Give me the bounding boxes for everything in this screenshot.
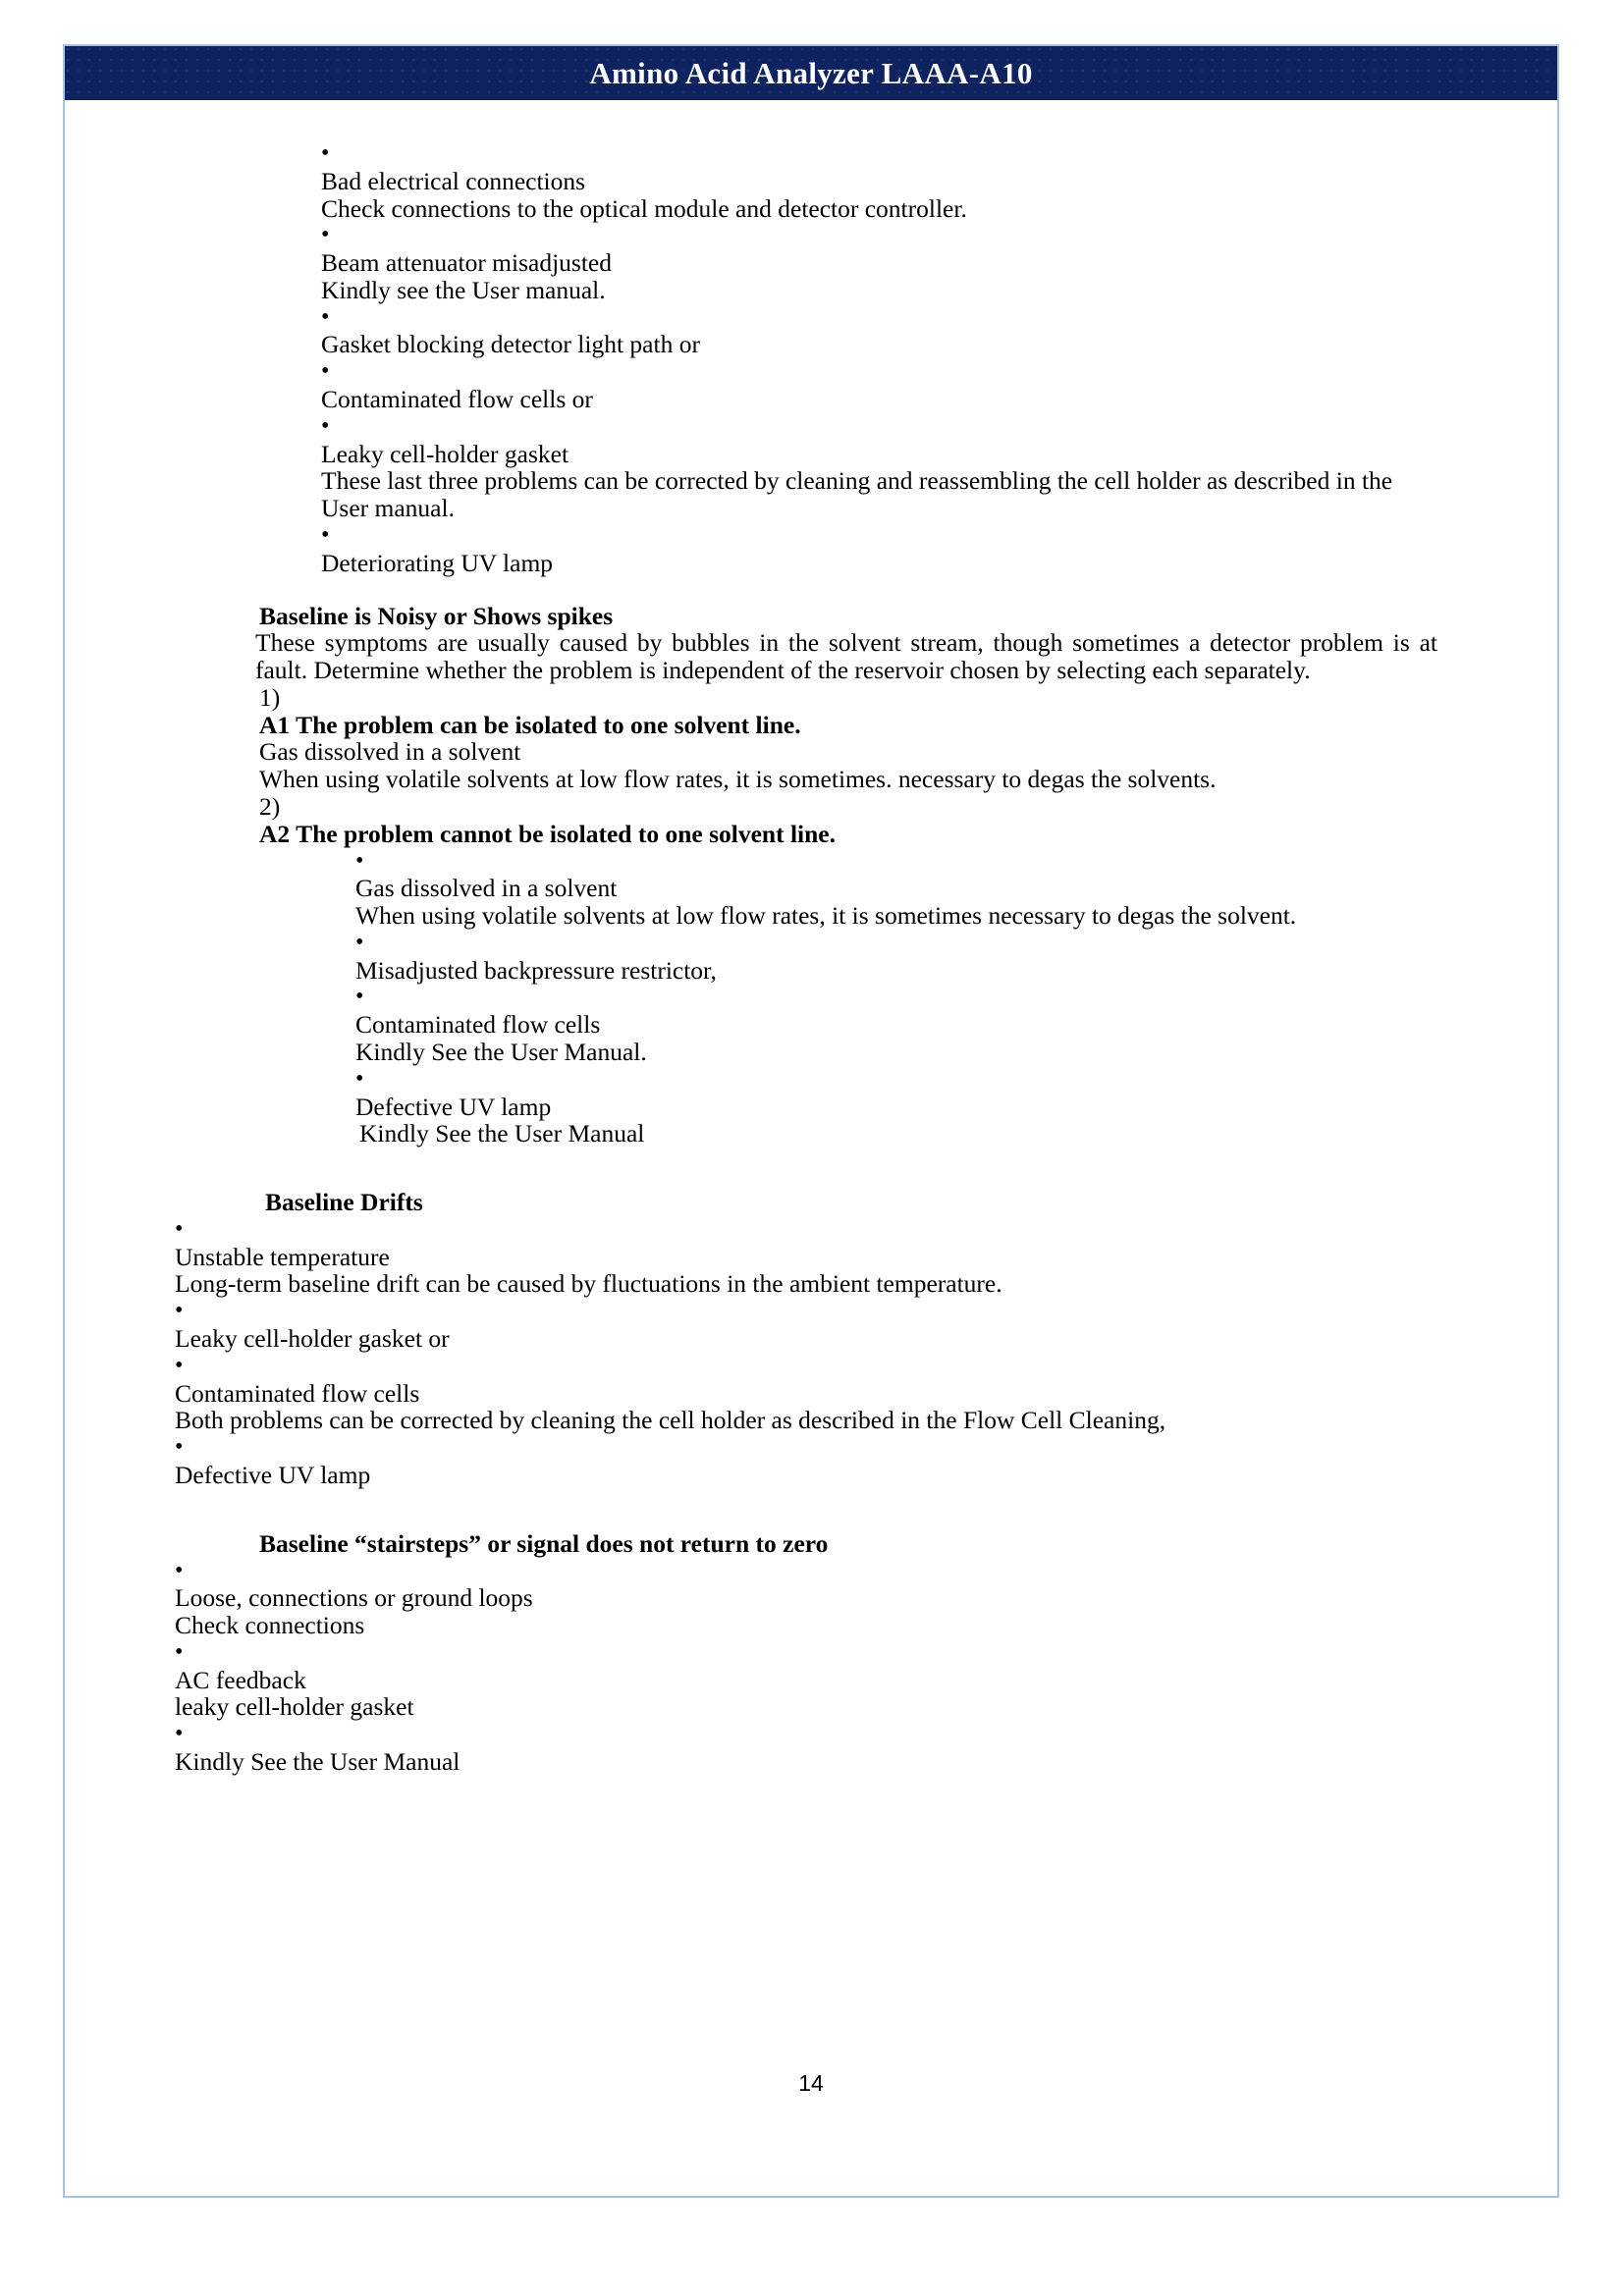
spacer	[175, 1489, 1451, 1530]
list-item-sub: Kindly See the User Manual.	[355, 1038, 647, 1066]
list-item	[355, 930, 1451, 985]
list-item-body	[321, 249, 1451, 304]
stairsteps-bullet-list	[175, 1558, 1451, 1776]
list-marker: 1)	[259, 682, 281, 712]
list-item-sub: Long-term baseline drift can be caused by fluctuations in the ambient temperature.	[175, 1269, 1002, 1299]
bullet-icon: •	[321, 222, 330, 248]
spacer	[175, 1148, 1451, 1189]
list-item-sub: Check connections to the optical module and detector controller.	[321, 193, 967, 223]
spacer	[175, 577, 1451, 603]
list-item-body	[321, 168, 1451, 223]
list-item	[321, 304, 1451, 359]
list-item-lead: Gas dissolved in a solvent	[355, 874, 618, 903]
list-item-lead: Contaminated flow cells	[175, 1378, 420, 1408]
list-item	[355, 848, 1451, 930]
list-item-body	[321, 331, 1451, 358]
list-item-lead: Unstable temperature	[175, 1242, 390, 1271]
list-item-lead: Misadjusted backpressure restrictor,	[355, 955, 717, 985]
section-heading-stairsteps: Baseline “stairsteps” or signal does not return to zero	[259, 1528, 829, 1558]
troubleshooting-bullet-list	[321, 140, 1451, 577]
list-item-sub: When using volatile solvents at low flow rates, it is sometimes necessary to degas the solvent.	[355, 901, 1297, 931]
list-item-body	[355, 1011, 1451, 1066]
list-item	[175, 1721, 1451, 1776]
a2-bullet-list	[355, 848, 1451, 1148]
list-item-sub: Check connections	[175, 1611, 365, 1640]
bullet-icon: •	[321, 140, 330, 166]
list-item-sub: Kindly see the User manual.	[321, 275, 606, 304]
bullet-icon: •	[175, 1721, 184, 1747]
list-item-body	[321, 550, 1451, 577]
list-item-title: A2 The problem cannot be isolated to one solvent line.	[259, 819, 836, 848]
list-item	[259, 684, 1451, 793]
list-item-sub: Both problems can be corrected by cleaning the cell holder as described in the Flow Cell Cleaning,	[175, 1406, 1166, 1435]
document-body	[175, 140, 1451, 1776]
bullet-icon: •	[355, 929, 364, 955]
list-item-lead: Leaky cell-holder gasket or	[175, 1324, 450, 1354]
list-marker: 2)	[259, 791, 281, 821]
list-item-lead: Kindly See the User Manual	[175, 1746, 460, 1776]
list-item-lead: Beam attenuator misadjusted	[321, 248, 613, 278]
list-item-lead: Leaky cell-holder gasket	[321, 439, 569, 468]
bullet-icon: •	[321, 521, 330, 548]
list-item-sub: leaky cell-holder gasket	[175, 1692, 414, 1722]
bullet-icon: •	[175, 1352, 184, 1378]
bullet-icon: •	[321, 412, 330, 439]
list-item-body	[175, 1584, 1451, 1639]
list-item-lead: Contaminated flow cells or	[321, 385, 593, 414]
list-item	[175, 1353, 1451, 1434]
list-item-lead: Deteriorating UV lamp	[321, 548, 554, 577]
list-item-body	[355, 1094, 1451, 1148]
list-item	[321, 522, 1451, 577]
bullet-icon: •	[175, 1434, 184, 1461]
list-item-lead: Defective UV lamp	[355, 1092, 552, 1121]
list-item	[321, 222, 1451, 303]
list-item-body	[175, 1667, 1451, 1722]
bullet-icon: •	[321, 358, 330, 385]
list-item-body	[259, 821, 1451, 1148]
list-item	[259, 793, 1451, 1148]
bullet-icon: •	[175, 1298, 184, 1324]
list-item	[355, 1066, 1451, 1148]
list-item-body	[175, 1748, 1451, 1776]
list-item-line: When using volatile solvents at low flow rates, it is sometimes. necessary to degas the solvents.	[259, 765, 1217, 794]
list-item-lead: Defective UV lamp	[175, 1460, 371, 1489]
list-item	[175, 1434, 1451, 1489]
list-item	[175, 1639, 1451, 1721]
page-number: 14	[798, 2070, 824, 2096]
bullet-icon: •	[321, 303, 330, 330]
list-item-body	[175, 1244, 1451, 1299]
list-item	[355, 984, 1451, 1065]
list-item-lead: Contaminated flow cells	[355, 1010, 601, 1040]
list-item-lead: Gasket blocking detector light path or	[321, 330, 700, 359]
list-item-body	[321, 441, 1451, 522]
list-item-sub: These last three problems can be corrected by cleaning and reassembling the cell holder as described in the User manual.	[321, 466, 1393, 523]
list-item-lead: Loose, connections or ground loops	[175, 1583, 533, 1613]
section-heading-noisy: Baseline is Noisy or Shows spikes	[259, 601, 614, 630]
list-item-lead: AC feedback	[175, 1665, 306, 1694]
list-item	[321, 140, 1451, 222]
list-item	[321, 358, 1451, 413]
bullet-icon: •	[355, 847, 364, 874]
section-paragraph-noisy: These symptoms are usually caused by bubbles in the solvent stream, though sometimes a detector problem is at fault. Determine whether the problem is independent of the reservoir chosen by selecting each separately.	[255, 628, 1437, 685]
list-item-body	[175, 1380, 1451, 1435]
document-title: Amino Acid Analyzer LAAA-A10	[589, 55, 1033, 90]
bullet-icon: •	[175, 1215, 184, 1242]
noisy-numbered-list	[259, 684, 1451, 1148]
list-item-lead: Bad electrical connections	[321, 166, 586, 195]
list-item-body	[355, 957, 1451, 985]
list-item-body	[175, 1325, 1451, 1353]
list-item-body	[355, 875, 1451, 930]
section-heading-drifts: Baseline Drifts	[265, 1188, 423, 1217]
list-item-body	[259, 712, 1451, 793]
list-item	[175, 1558, 1451, 1639]
list-item	[175, 1216, 1451, 1298]
list-item-body	[175, 1462, 1451, 1489]
list-item	[175, 1298, 1451, 1353]
document-banner	[65, 46, 1557, 100]
list-item-title: A1 The problem can be isolated to one solvent line.	[259, 710, 801, 739]
list-item-body	[321, 386, 1451, 413]
list-item	[321, 413, 1451, 522]
drifts-bullet-list	[175, 1216, 1451, 1489]
bullet-icon: •	[175, 1638, 184, 1665]
bullet-icon: •	[355, 1065, 364, 1092]
list-item-sub: Kindly See the User Manual	[359, 1119, 645, 1148]
bullet-icon: •	[175, 1557, 184, 1583]
bullet-icon: •	[355, 984, 364, 1010]
list-item-line: Gas dissolved in a solvent	[259, 737, 521, 767]
page-frame	[63, 44, 1559, 2198]
